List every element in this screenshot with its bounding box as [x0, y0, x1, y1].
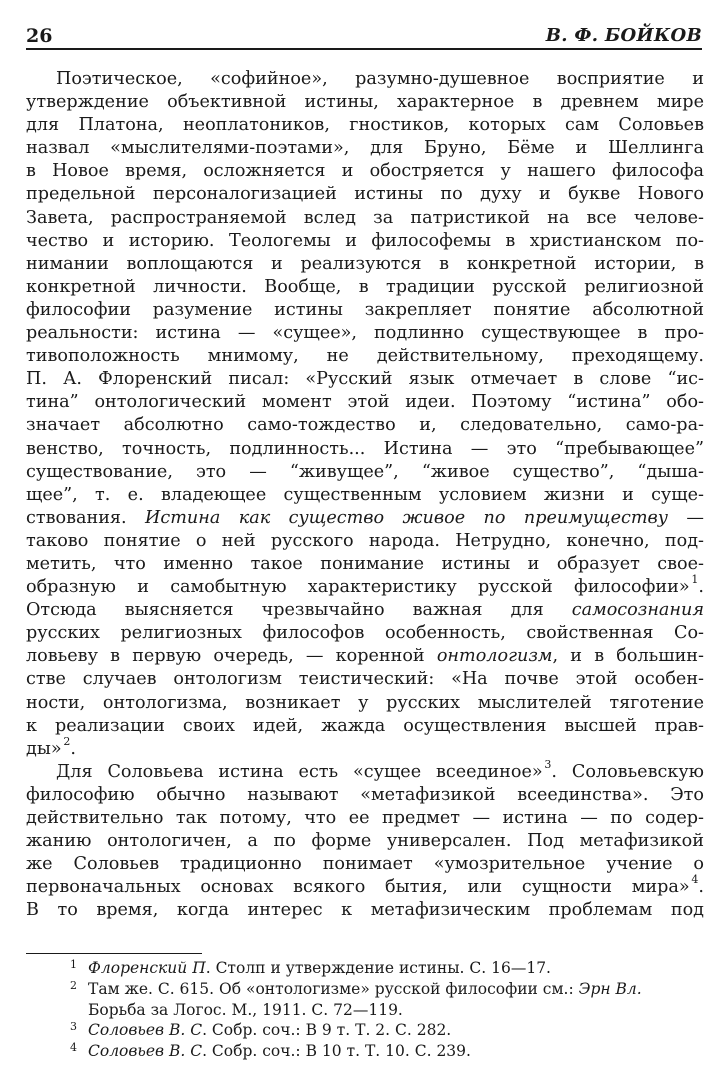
emphasis-text: Истина как существо живое по преимуществу: [145, 507, 668, 528]
footnote-text: . Столп и утверждение истины. С. 16—17.: [205, 959, 551, 977]
emphasis-text: самосознания: [571, 600, 704, 621]
footnote-text: . Собр. соч.: В 10 т. Т. 10. С. 239.: [202, 1042, 471, 1061]
text-line: тина” онтологический момент этой идеи. Поэтому “истина” обо-: [26, 392, 704, 413]
text-line: в Новое время, осложняется и обостряется у нашего философа: [26, 161, 704, 182]
footnote-number: 2: [70, 978, 77, 992]
text-line: для Платона, неоплатоников, гностиков, которых сам Соловьев: [26, 115, 704, 136]
text-line: же Соловьев традиционно понимает «умозрительное учение о: [26, 854, 704, 875]
text-line: русских религиозных философов особенность, свойственная Со-: [26, 623, 704, 644]
text-line: утверждение объективной истины, характерное в древнем мире: [26, 92, 704, 113]
text-run: Для Соловьева истина есть «сущее всеединое»: [56, 761, 543, 782]
footnote-ref[interactable]: 4: [691, 873, 699, 887]
footnote-4: [26, 1041, 704, 1062]
footnote-divider: [26, 953, 202, 954]
page-header: [26, 24, 702, 50]
footnote-text: . Собр. соч.: В 9 т. Т. 2. С. 282.: [202, 1021, 452, 1040]
text-line: существование, это — “живущее”, “живое существо”, “дыша-: [26, 461, 704, 482]
text-line: предельной персоналогизацией истины по духу и букве Нового: [26, 184, 704, 205]
text-run: первоначальных основах всякого бытия, или сущности мира»: [26, 877, 690, 898]
text-run: , и в большин-: [552, 646, 704, 667]
footnote-ref[interactable]: 3: [544, 757, 552, 771]
text-line: жанию онтологичен, а по форме универсален. Под метафизикой: [26, 831, 704, 852]
text-line: философию обычно называют «метафизикой всеединства». Это: [26, 784, 704, 805]
text-line: Завета, распространяемой вслед за патристикой на все челове-: [26, 207, 704, 228]
emphasis-text: онтологизм: [436, 646, 553, 667]
text-run: —: [668, 507, 705, 528]
running-head-author: В. Ф. БОЙКОВ: [545, 25, 702, 46]
text-line: [26, 507, 704, 530]
text-run: . Соловьевскую: [551, 761, 705, 782]
footnote-number: 3: [70, 1020, 77, 1034]
footnote-text: Там же. С. 615. Об «онтологизме» русской философии см.:: [88, 979, 579, 998]
text-line: образную и самобытную характеристику русской философии» $^1$.: [26, 573, 704, 598]
text-line: назвал «мыслителями-поэтами», для Бруно, Бёме и Шеллинга: [26, 138, 704, 159]
text-run: ствования.: [26, 507, 146, 528]
text-run: образную и самобытную характеристику русской философии»: [26, 577, 690, 598]
text-line: [26, 599, 704, 622]
text-line: метить, что именно такое понимание истины и образует свое-: [26, 553, 704, 574]
text-line: действительно так потому, что ее предмет — истина — по содер-: [26, 808, 704, 828]
text-line: нимании воплощаются и реализуются в конкретной истории, в: [26, 253, 704, 274]
text-line: философии разумение истины закрепляет понятие абсолютной: [26, 299, 704, 320]
footnote-author: Эрн Вл.: [578, 979, 642, 998]
text-run: Отсюда выясняется чрезвычайно важная для: [26, 600, 572, 621]
text-run: ды»: [26, 738, 62, 759]
footnote-text: Борьба за Логос. М., 1911. С. 72—119.: [88, 1000, 403, 1019]
page-number: 26: [26, 25, 53, 47]
text-line: В то время, когда интерес к метафизическим проблемам под: [26, 900, 704, 921]
footnote-2: [26, 979, 704, 1021]
text-line: Поэтическое, «софийное», разумно-душевное восприятие и: [56, 69, 704, 89]
text-line: первоначальных основах всякого бытия, или сущности мира» $^4$.: [26, 873, 704, 898]
footnote-ref[interactable]: 1: [691, 573, 699, 587]
main-text: [26, 68, 704, 922]
text-line: значает абсолютно само-тождество и, следовательно, само-ра-: [26, 415, 704, 436]
text-line: конкретной личности. Вообще, в традиции русской религиозной: [26, 276, 704, 297]
footnote-author: Соловьев В. С: [88, 1021, 203, 1040]
text-line: тивоположность мнимому, не действительному, преходящему.: [26, 346, 704, 367]
text-line: к реализации своих идей, жажда осуществления высшей прав-: [26, 715, 704, 736]
footnote-author: Соловьев В. С: [88, 1042, 203, 1061]
footnote-1: [26, 958, 704, 979]
footnotes: [26, 958, 704, 1062]
text-line: [26, 645, 704, 668]
footnote-3: [26, 1020, 704, 1041]
text-line: чество и историю. Теологемы и философемы в христианском по-: [26, 230, 704, 251]
text-run: ловьеву в первую очередь, — коренной: [26, 646, 437, 667]
text-line: П. А. Флоренский писал: «Русский язык отмечает в слове “ис-: [26, 369, 704, 390]
text-line: венство, точность, подлинность... Истина — это “пребывающее”: [26, 438, 704, 459]
footnote-number: 4: [70, 1041, 77, 1055]
footnote-number: 1: [70, 958, 77, 971]
footnote-author: Флоренский П: [88, 959, 206, 977]
footnote-ref[interactable]: 2: [63, 734, 71, 748]
text-line: реальности: истина — «сущее», подлинно существующее в про-: [26, 323, 704, 344]
text-line: ности, онтологизма, возникает у русских мыслителей тяготение: [26, 692, 704, 713]
text-line: щее”, т. е. владеющее существенным условием жизни и суще-: [26, 484, 704, 505]
text-line: стве случаев онтологизм теистический: «На почве этой особен-: [26, 669, 704, 690]
text-line: таково понятие о ней русского народа. Нетрудно, конечно, под-: [26, 530, 704, 551]
text-line: [26, 757, 705, 784]
text-line: ды» $^2$.: [26, 734, 76, 759]
